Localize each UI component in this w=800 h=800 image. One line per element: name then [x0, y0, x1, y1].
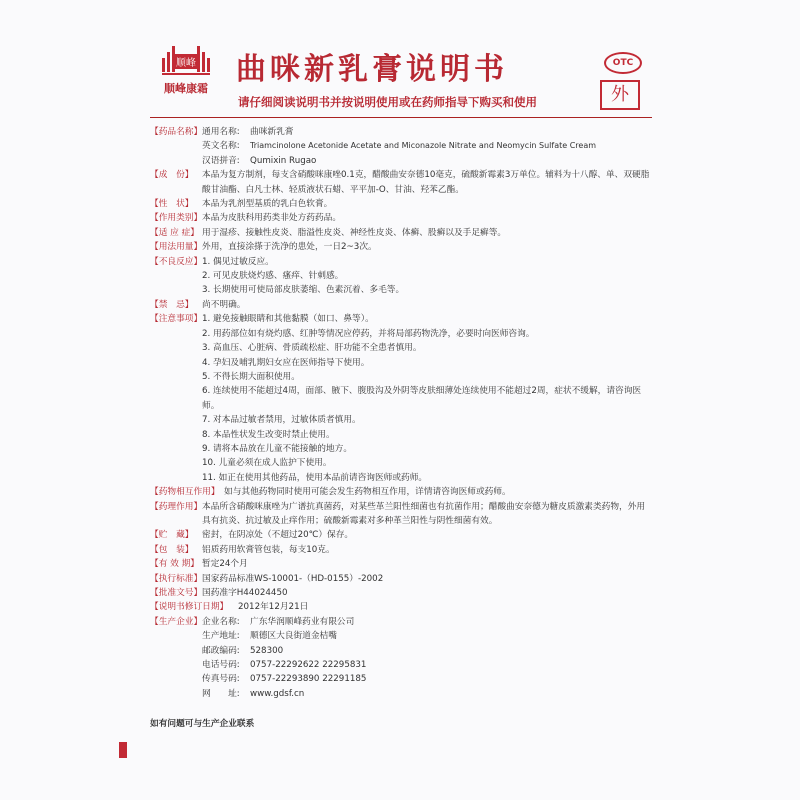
- storage-section: [150, 528, 650, 542]
- page-title: 曲咪新乳膏说明书: [236, 52, 508, 87]
- pharmacology-text: 本品所含硝酸咪康唑为广谱抗真菌药，对某些革兰阳性细菌也有抗菌作用；醋酸曲安奈德为糖皮质激素类药物，外用具有抗炎、抗过敏及止痒作用；硫酸新霉素对多种革兰阳性与阴性细菌有效。: [202, 501, 646, 526]
- list-item: 3. 长期使用可使局部皮肤萎缩、色素沉着、多毛等。: [202, 285, 405, 296]
- field-label: 企业名称:: [202, 616, 240, 627]
- appearance-text: 本品为乳剂型基质的乳白色软膏。: [202, 199, 333, 210]
- otc-badge: OTC: [604, 52, 642, 74]
- section-label: 【包 装】: [150, 544, 194, 555]
- postcode: 528300: [250, 645, 284, 656]
- section-label: 【作用类别】: [150, 213, 203, 224]
- category-section: [150, 211, 650, 225]
- list-item: 2. 用药部位如有烧灼感、红肿等情况应停药，并将局部药物洗净，必要时向医师咨询。: [202, 328, 535, 339]
- logo-text: 顺峰: [174, 54, 198, 69]
- external-use-badge: 外: [600, 80, 640, 110]
- interaction-section: [150, 485, 650, 499]
- caution-section: [150, 312, 650, 485]
- section-label: 【用法用量】: [150, 242, 203, 253]
- list-item: 5. 不得长期大面积使用。: [202, 371, 300, 382]
- pharmacology-section: [150, 500, 650, 529]
- section-label: 【批准文号】: [150, 588, 203, 598]
- section-label: 【说明书修订日期】: [150, 602, 229, 613]
- list-item: 1. 避免接触眼睛和其他黏膜（如口、鼻等）。: [202, 314, 374, 325]
- section-label: 【药品名称】: [150, 127, 203, 137]
- website: www.gdsf.cn: [250, 688, 305, 699]
- usage-text: 外用，直接涂搽于洗净的患处，一日2~3次。: [202, 242, 377, 253]
- adverse-section: [150, 255, 650, 298]
- ingredients-text: 本品为复方制剂，每支含硝酸咪康唑0.1克，醋酸曲安奈德10毫克，硫酸新霉素3万单位。辅料为十八醇、单、双硬脂酸甘油酯、白凡士林、轻质液状石蜡、平平加-O、甘油、羟苯乙酯。: [202, 170, 650, 195]
- section-label: 【有 效 期】: [150, 559, 199, 570]
- revision-text: 2012年12月21日: [238, 602, 309, 613]
- section-label: 【药理作用】: [150, 501, 203, 512]
- field-label: 网 址:: [202, 688, 240, 699]
- company-logo: [150, 40, 222, 102]
- field-label: 传真号码:: [202, 674, 240, 685]
- section-label: 【不良反应】: [150, 256, 203, 267]
- field-label: 生产地址:: [202, 631, 240, 642]
- phone-number: 0757-22292622 22295831: [250, 660, 367, 671]
- list-item: 7. 对本品过敏者禁用，过敏体质者慎用。: [202, 415, 361, 426]
- page-subtitle: 请仔细阅读说明书并按说明使用或在药师指导下购买和使用: [238, 95, 537, 109]
- validity-section: [150, 557, 650, 571]
- standard-text: 国家药品标准WS-10001-（HD-0155）-2002: [202, 573, 384, 584]
- list-item: 1. 偶见过敏反应。: [202, 256, 274, 267]
- company-name: 广东华润顺峰药业有限公司: [250, 616, 355, 627]
- revision-section: [150, 600, 650, 614]
- approval-text: 国药准字H44024450: [202, 588, 288, 598]
- section-label: 【成 份】: [150, 170, 194, 181]
- field-label: 邮政编码:: [202, 645, 240, 656]
- field-label: 英文名称:: [202, 141, 240, 152]
- indications-section: [150, 226, 650, 240]
- field-label: 电话号码:: [202, 660, 240, 671]
- approval-section: [150, 586, 650, 600]
- pinyin-name: Qumixin Rugao: [250, 155, 317, 166]
- category-text: 本品为皮肤科用药类非处方药药品。: [202, 213, 341, 224]
- list-item: 11. 如正在使用其他药品，使用本品前请咨询医师或药师。: [202, 472, 428, 483]
- list-item: 6. 连续使用不能超过4周，面部、腋下、腹股沟及外阴等皮肤细薄处连续使用不能超过2周，症状不缓解，请咨询医师。: [202, 386, 642, 411]
- field-label: 汉语拼音:: [202, 155, 240, 166]
- footer-note: 如有问题可与生产企业联系: [150, 719, 255, 729]
- field-label: 通用名称:: [202, 127, 240, 137]
- indications-text: 用于湿疹、接触性皮炎、脂溢性皮炎、神经性皮炎、体癣、股癣以及手足癣等。: [202, 227, 507, 238]
- usage-section: [150, 240, 650, 254]
- list-item: 8. 本品性状发生改变时禁止使用。: [202, 429, 335, 440]
- section-label: 【生产企业】: [150, 616, 203, 627]
- edge-mark: [119, 742, 127, 758]
- list-item: 4. 孕妇及哺乳期妇女应在医师指导下使用。: [202, 357, 370, 368]
- drug-name-section: [150, 125, 650, 168]
- manufacturer-section: [150, 615, 650, 701]
- section-label: 【禁 忌】: [150, 299, 194, 310]
- generic-name: 曲咪新乳膏: [250, 127, 294, 137]
- storage-text: 密封，在阴凉处（不超过20℃）保存。: [202, 530, 354, 541]
- logo-brand: 顺峰康霜: [164, 82, 208, 95]
- fax-number: 0757-22293890 22291185: [250, 674, 367, 685]
- section-label: 【贮 藏】: [150, 530, 194, 541]
- list-item: 3. 高血压、心脏病、骨质疏松症、肝功能不全患者慎用。: [202, 343, 422, 354]
- section-label: 【药物相互作用】: [150, 487, 220, 498]
- package-text: 铝质药用软膏管包装，每支10克。: [202, 544, 335, 555]
- interaction-text: 如与其他药物同时使用可能会发生药物相互作用，详情请咨询医师或药师。: [224, 487, 511, 498]
- validity-text: 暂定24个月: [202, 559, 248, 570]
- appearance-section: [150, 197, 650, 211]
- list-item: 2. 可见皮肤烧灼感、瘙痒、针刺感。: [202, 271, 344, 282]
- section-label: 【执行标准】: [150, 573, 203, 584]
- list-item: 10. 儿童必须在成人监护下使用。: [202, 458, 332, 469]
- package-section: [150, 543, 650, 557]
- section-label: 【适 应 症】: [150, 227, 199, 238]
- section-label: 【注意事项】: [150, 314, 203, 325]
- standard-section: [150, 572, 650, 586]
- header-divider: [150, 117, 652, 118]
- english-name: Triamcinolone Acetonide Acetate and Miconazole Nitrate and Neomycin Sulfate Cream: [250, 141, 597, 151]
- company-address: 顺德区大良街道金桔嘴: [250, 631, 337, 642]
- list-item: 9. 请将本品放在儿童不能接触的地方。: [202, 443, 353, 454]
- contraindication-text: 尚不明确。: [202, 299, 246, 310]
- contraindication-section: [150, 298, 650, 312]
- logo-emblem-icon: [156, 40, 216, 78]
- ingredients-section: [150, 168, 650, 197]
- leaflet-body: [150, 125, 650, 701]
- section-label: 【性 状】: [150, 199, 194, 210]
